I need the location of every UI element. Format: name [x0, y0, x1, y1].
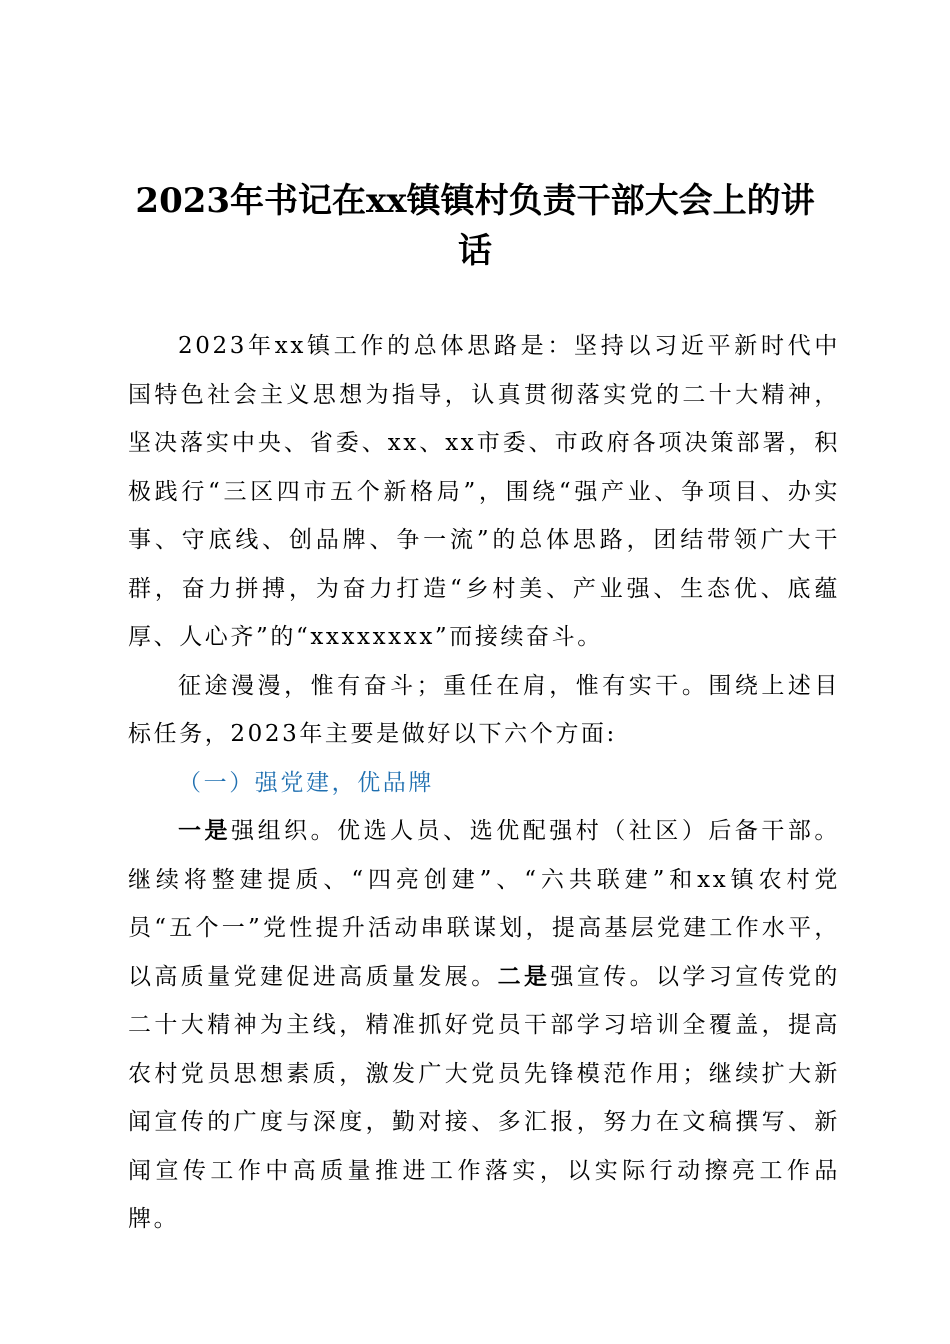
text-strengthen-organization: 强组织。优选人员、选优配强村（社区）后备干部。继续将整建提质、“四亮创建”、“六共联建”和xx镇农村党员“五个一”党性提升活动串联谋划，提高基层党建工作水平，以高质量党建促进高质量发展。 — [128, 818, 840, 990]
section-heading-party-building: （一）强党建，优品牌 — [178, 769, 434, 796]
paragraph-overall-approach: 2023年xx镇工作的总体思路是：坚持以习近平新时代中国特色社会主义思想为指导，认真贯彻落实党的二十大精神，坚决落实中央、省委、xx、xx市委、市政府各项决策部署，积极践行“三区四市五个新格局”，围绕“强产业、争项目、办实事、守底线、创品牌、争一流”的总体思路，团结带领广大干群，奋力拼搏，为奋力打造“乡村美、产业强、生态优、底蕴厚、人心齐”的“xxxxxxxx”而接续奋斗。 — [128, 333, 840, 650]
lead-second: 二是 — [497, 962, 551, 990]
text-strengthen-publicity: 强宣传。以学习宣传党的二十大精神为主线，精准抓好党员干部学习培训全覆盖，提高农村党员思想素质，激发广大党员先锋模范作用；继续扩大新闻宣传的广度与深度，勤对接、多汇报，努力在文稿撰写、新闻宣传工作中高质量推进工作落实，以实际行动擦亮工作品牌。 — [128, 963, 840, 1232]
paragraph-six-aspects: 征途漫漫，惟有奋斗；重任在肩，惟有实干。围绕上述目标任务，2023年主要是做好以下六个方面: — [128, 672, 840, 747]
title-line-1: 2023年书记在xx镇镇村负责干部大会上的讲 — [135, 181, 815, 221]
document-body — [128, 322, 840, 1244]
document-title — [110, 176, 840, 276]
title-line-2: 话 — [458, 231, 492, 271]
paragraph-party-building — [128, 807, 840, 1244]
lead-first: 一是 — [178, 817, 232, 844]
